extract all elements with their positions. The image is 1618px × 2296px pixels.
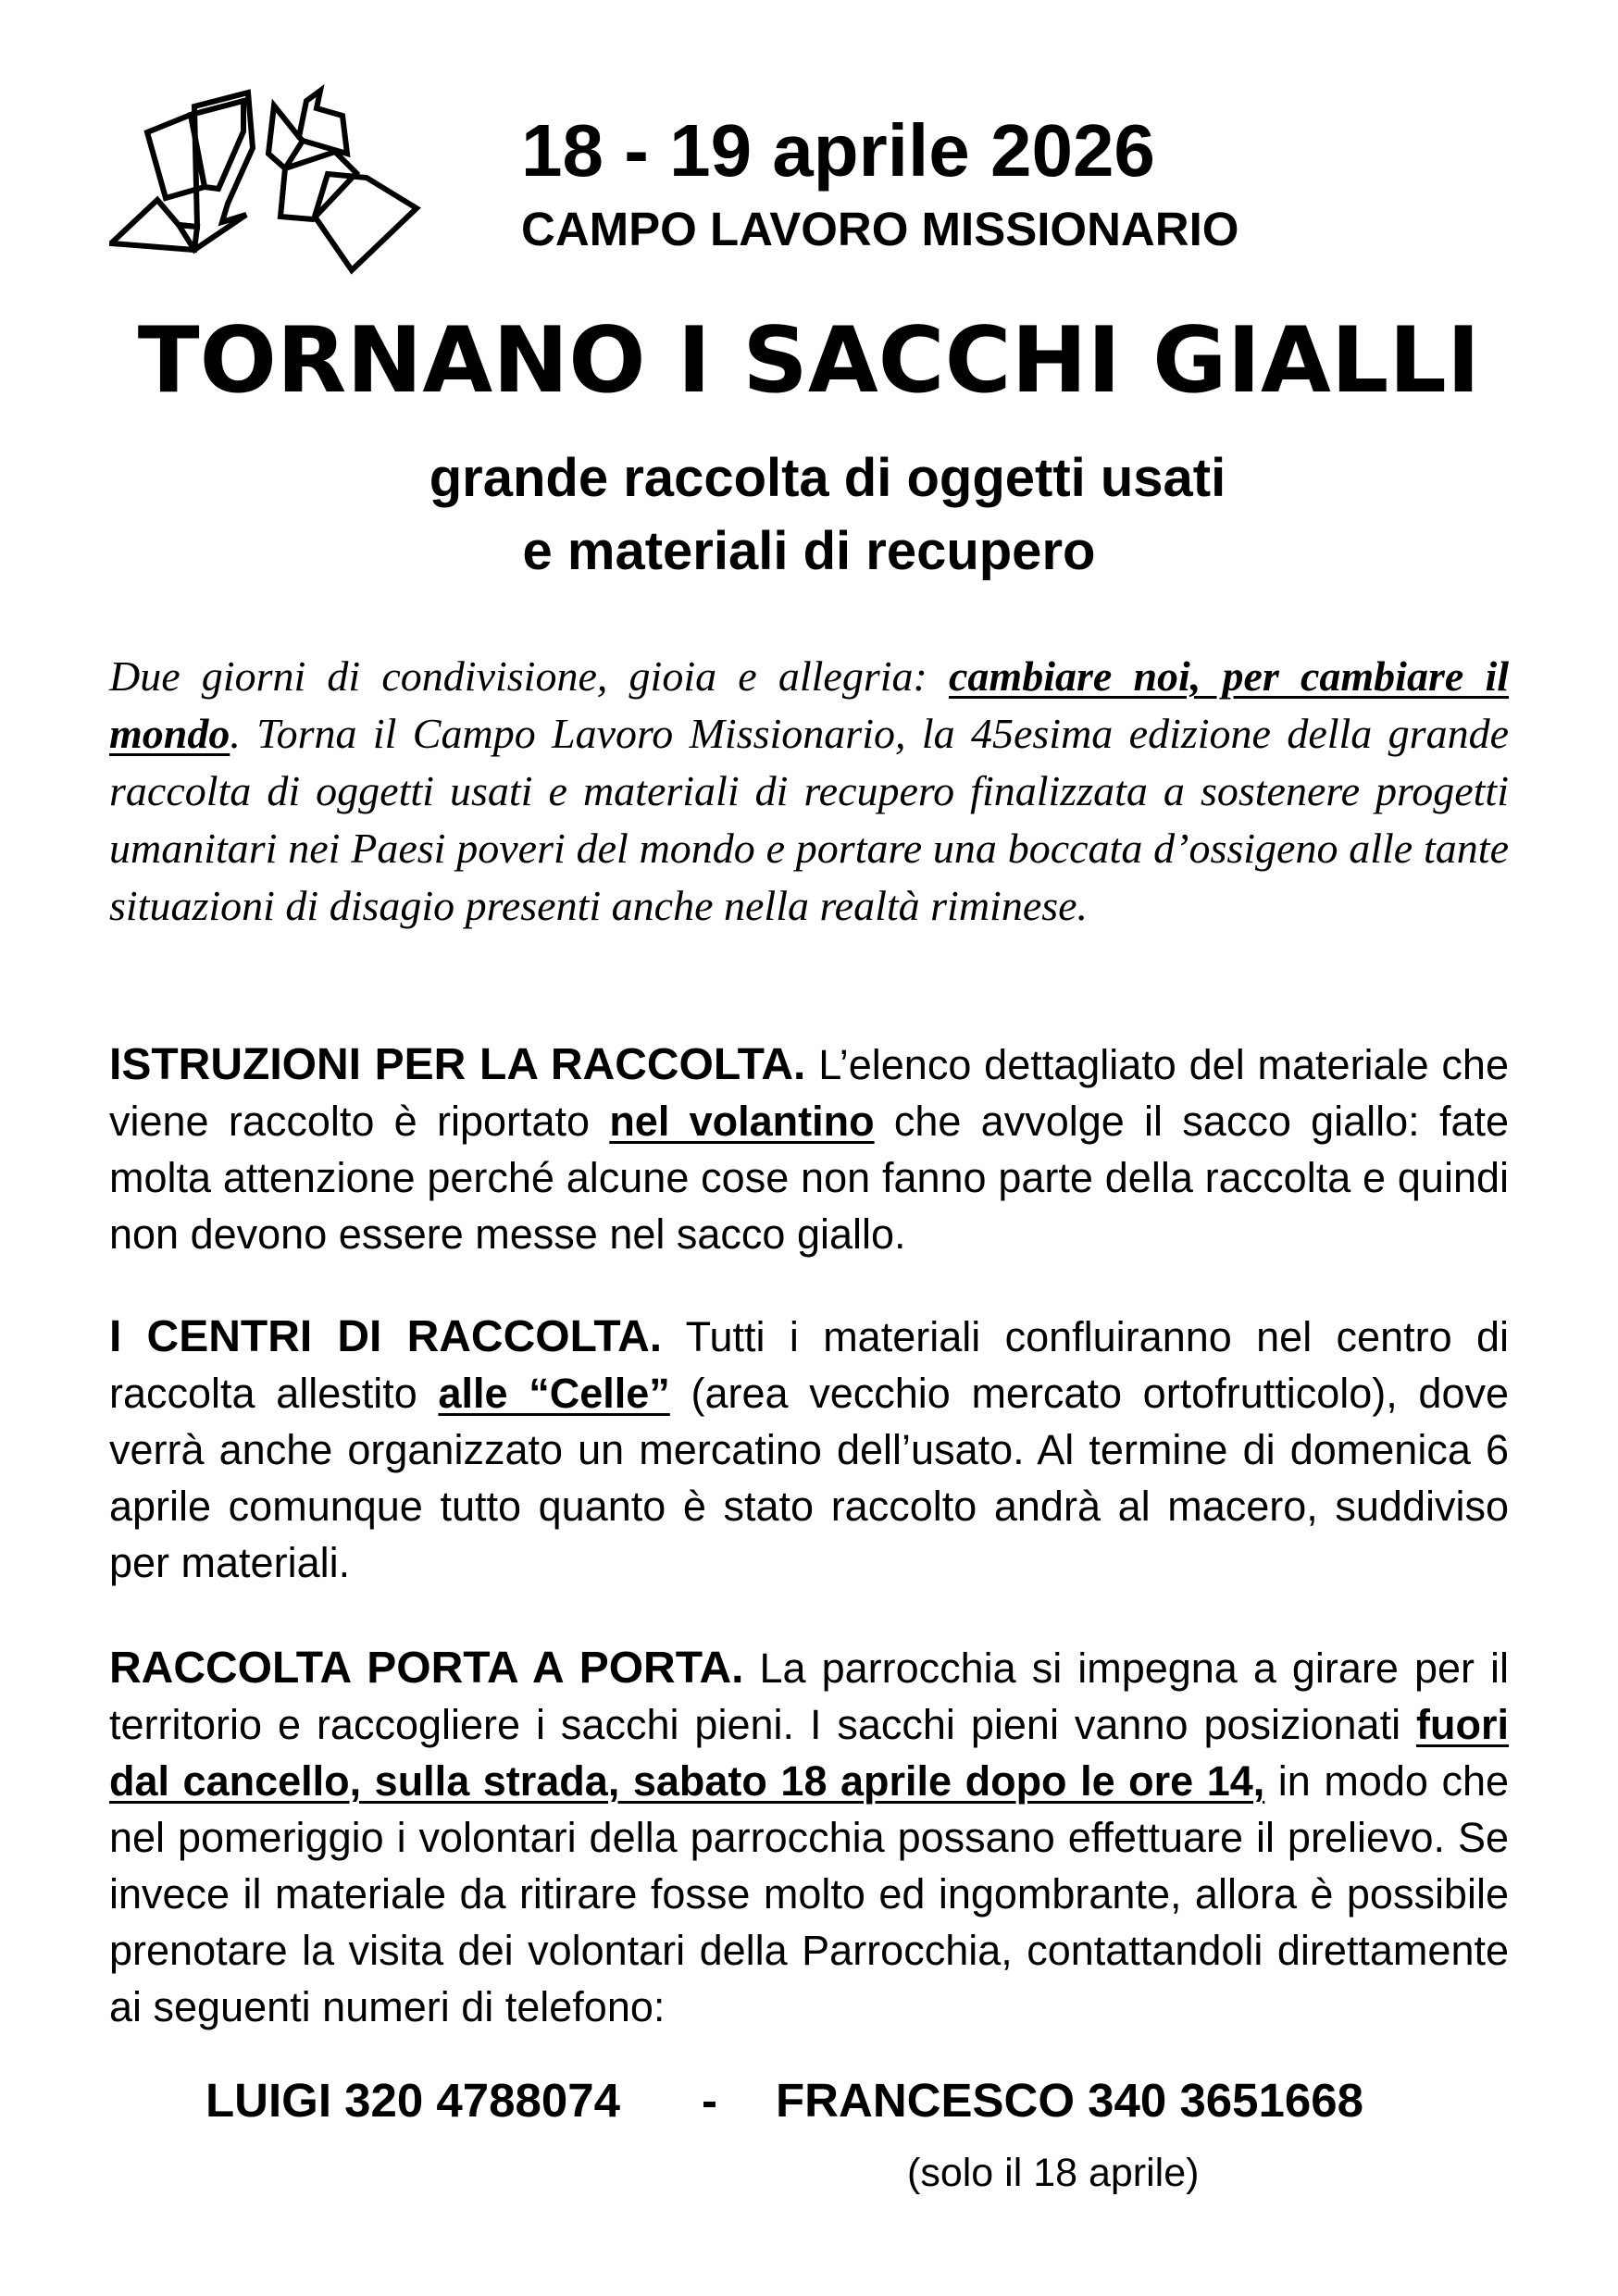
- section-istruzioni-text-1: L’elenco dettagliato del materiale che viene raccolto è riportato: [109, 1041, 1509, 1145]
- page-title: TORNANO I SACCHI GIALLI: [137, 308, 1481, 414]
- event-date: 18 - 19 aprile 2026: [521, 109, 1155, 192]
- contact-separator: -: [702, 2074, 717, 2127]
- intro-highlight: cambiare noi, per cambiare il mondo: [109, 652, 1509, 757]
- tagline-line-1: grande raccolta di oggetti usati: [429, 448, 1226, 508]
- section-porta-text-1: La parrocchia si impegna a girare per il territorio e raccogliere i sacchi pieni. I sacchi pieni vanno posizionati: [109, 1644, 1509, 1748]
- contact-luigi: LUIGI 320 4788074: [205, 2074, 620, 2127]
- intro-paragraph: [109, 648, 1509, 935]
- section-istruzioni-text-2: che avvolge il sacco giallo: fate molta attenzione perché alcune cose non fanno parte della raccolta e quindi non devono essere messe nel sacco giallo.: [109, 1098, 1510, 1258]
- recycle-arrows-icon: [109, 57, 429, 289]
- event-subtitle: CAMPO LAVORO MISSIONARIO: [521, 203, 1239, 255]
- section-istruzioni-highlight: nel volantino: [609, 1098, 875, 1145]
- section-porta-highlight: fuori dal cancello, sulla strada, sabato 18 aprile dopo le ore 14,: [109, 1701, 1509, 1805]
- section-porta-a-porta: [109, 1640, 1509, 2035]
- section-centri-title: I CENTRI DI RACCOLTA.: [109, 1312, 663, 1361]
- section-porta-text-2: in modo che nel pomeriggio i volontari della parrocchia possano effettuare il prelievo. Se invece il materiale da ritirare fosse molto ed ingombrante, allora è possibile prenotare la visita dei volontari della Parrocchia, contattandoli direttamente ai seguenti numeri di telefono:: [109, 1757, 1510, 2030]
- section-centri-text-2: (area vecchio mercato ortofrutticolo), dove verrà anche organizzato un mercatino dell’usato. Al termine di domenica 6 aprile comunque tutto quanto è stato raccolto andrà al macero, suddiviso per materiali.: [109, 1370, 1510, 1586]
- section-centri-highlight: alle “Celle”: [438, 1370, 670, 1417]
- section-centri: [109, 1309, 1509, 1591]
- section-centri-text-1: Tutti i materiali confluiranno nel centro di raccolta allestito: [109, 1313, 1509, 1417]
- section-istruzioni: [109, 1036, 1509, 1262]
- intro-text-before: Due giorni di condivisione, gioia e allegria:: [109, 652, 949, 700]
- section-istruzioni-title: ISTRUZIONI PER LA RACCOLTA.: [109, 1040, 806, 1089]
- tagline-line-2: e materiali di recupero: [522, 521, 1096, 581]
- section-porta-title: RACCOLTA PORTA A PORTA.: [109, 1644, 744, 1693]
- intro-text-after: . Torna il Campo Lavoro Missionario, la 45esima edizione della grande raccolta di oggetti usati e materiali di recupero finalizzata a sostenere progetti umanitari nei Paesi poveri del mondo e portare una boccata d’ossigeno alle tante situazioni di disagio presenti anche nella realtà riminese.: [109, 710, 1509, 929]
- contact-francesco: FRANCESCO 340 3651668: [776, 2074, 1363, 2127]
- contact-note: (solo il 18 aprile): [907, 2151, 1200, 2195]
